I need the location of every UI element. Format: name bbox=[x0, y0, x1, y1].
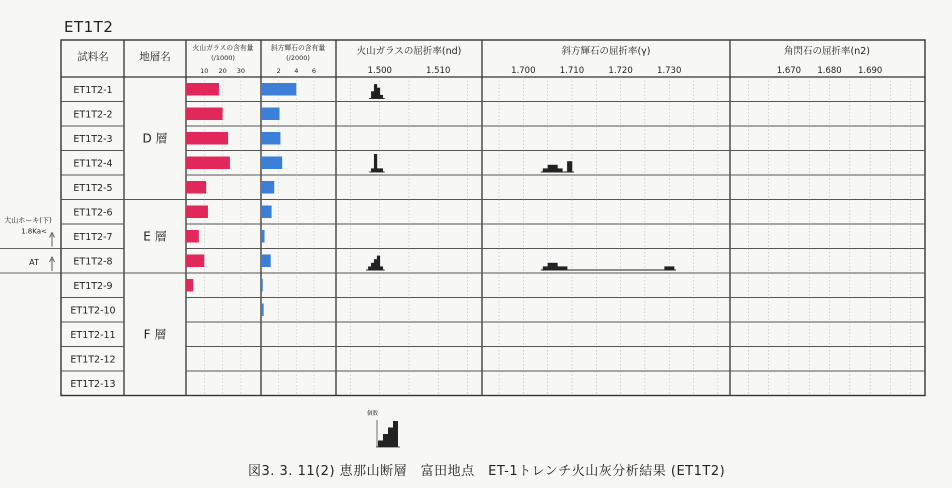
glass_ri-histogram-bar bbox=[371, 91, 374, 98]
opx_ri-histogram-bar bbox=[557, 168, 562, 172]
marker-label: 大山ホーキ(下) bbox=[4, 216, 52, 225]
glass_ri-histogram-bar bbox=[377, 256, 380, 270]
glass_ri-histogram-bar bbox=[374, 84, 377, 98]
header-glass-unit: (/1000) bbox=[211, 54, 235, 62]
opx_ri-histogram-bar bbox=[567, 161, 572, 172]
glass_content-bar bbox=[186, 279, 193, 292]
opx_ri-tick-label: 1.730 bbox=[657, 66, 682, 76]
glass_content-bar bbox=[186, 206, 208, 219]
glass_ri-tick-label: 1.510 bbox=[426, 66, 451, 76]
glass_content-bar bbox=[186, 108, 223, 121]
sample-name: ET1T2-13 bbox=[70, 378, 116, 390]
sample-name: ET1T2-4 bbox=[73, 158, 113, 170]
figure-caption: 図3. 3. 11(2) 恵那山断層 富田地点 ET-1トレンチ火山灰分析結果 (ET1T2) bbox=[248, 464, 726, 479]
opx_ri-histogram-bar bbox=[557, 266, 562, 270]
opx_ri-histogram-bar bbox=[543, 168, 548, 172]
hb_ri-tick-label: 1.670 bbox=[776, 66, 802, 76]
opx_content-tick-label: 2 bbox=[276, 67, 281, 75]
glass_content-bar bbox=[186, 255, 204, 268]
header-opx-unit: (/2000) bbox=[286, 54, 310, 62]
header-glass-ri: 火山ガラスの屈折率(nd) bbox=[356, 46, 462, 57]
opx_content-bar bbox=[261, 304, 264, 317]
hb_ri-tick-label: 1.690 bbox=[857, 66, 883, 76]
glass_ri-histogram-bar bbox=[374, 259, 377, 270]
glass_ri-histogram-bar bbox=[368, 266, 371, 270]
sample-name: ET1T2-1 bbox=[73, 84, 113, 96]
glass_content-bar bbox=[186, 181, 206, 194]
header-opx-content: 斜方輝石の含有量 bbox=[270, 44, 326, 52]
marker-label: AT bbox=[29, 258, 39, 267]
glass_ri-histogram-bar bbox=[371, 263, 374, 270]
opx_ri-histogram-bar bbox=[543, 266, 548, 270]
opx_content-bar bbox=[261, 132, 280, 145]
opx_content-bar bbox=[261, 83, 296, 96]
glass_ri-histogram-bar bbox=[377, 88, 380, 99]
figure-title: ET1T2 bbox=[64, 18, 114, 36]
sample-name: ET1T2-6 bbox=[73, 207, 113, 219]
glass_content-tick-label: 10 bbox=[200, 67, 209, 75]
glass_content-bar bbox=[186, 230, 199, 243]
opx_content-bar bbox=[261, 108, 280, 121]
legend-bar bbox=[393, 421, 398, 447]
sample-name: ET1T2-11 bbox=[70, 329, 116, 341]
opx_ri-histogram-bar bbox=[548, 165, 553, 172]
glass_ri-histogram-bar bbox=[371, 168, 374, 172]
header-glass-content: 火山ガラスの含有量 bbox=[192, 44, 254, 52]
opx_content-bar bbox=[261, 206, 272, 219]
glass_ri-histogram-bar bbox=[374, 154, 377, 172]
opx_ri-histogram-bar bbox=[553, 165, 558, 172]
opx_content-bar bbox=[261, 157, 282, 170]
legend-bar bbox=[383, 434, 388, 447]
legend-bar bbox=[388, 428, 393, 448]
header-opx-ri: 斜方輝石の屈折率(γ) bbox=[561, 46, 651, 57]
opx_ri-histogram-bar bbox=[548, 263, 553, 270]
legend-bar bbox=[378, 441, 383, 448]
glass_ri-histogram-bar bbox=[377, 168, 380, 172]
opx_content-tick-label: 4 bbox=[294, 67, 299, 75]
opx_content-bar bbox=[261, 181, 274, 194]
marker-sublabel: 1.8Ka< bbox=[21, 227, 47, 236]
opx_ri-tick-label: 1.700 bbox=[511, 66, 536, 76]
header-sample: 試料名 bbox=[77, 51, 109, 63]
opx_ri-histogram-bar bbox=[553, 263, 558, 270]
layer-name: E 層 bbox=[143, 229, 167, 244]
glass_content-tick-label: 30 bbox=[236, 67, 246, 75]
glass_ri-tick-label: 1.500 bbox=[367, 66, 392, 76]
sample-name: ET1T2-3 bbox=[73, 133, 113, 145]
sample-name: ET1T2-5 bbox=[73, 182, 113, 194]
sample-name: ET1T2-12 bbox=[70, 354, 116, 366]
sample-name: ET1T2-8 bbox=[73, 256, 113, 268]
sample-name: ET1T2-10 bbox=[70, 305, 116, 317]
sample-name: ET1T2-7 bbox=[73, 231, 113, 243]
glass_ri-histogram-bar bbox=[380, 95, 383, 99]
glass_content-bar bbox=[186, 132, 228, 145]
hb_ri-tick-label: 1.680 bbox=[817, 66, 842, 76]
opx_ri-tick-label: 1.710 bbox=[559, 66, 585, 76]
glass_content-tick-label: 20 bbox=[218, 67, 227, 75]
opx_ri-histogram-bar bbox=[669, 266, 674, 270]
glass_content-bar bbox=[186, 83, 219, 96]
opx_ri-histogram-bar bbox=[664, 266, 669, 270]
header-hb-ri: 角閃石の屈折率(n2) bbox=[784, 46, 870, 57]
layer-name: D 層 bbox=[142, 131, 168, 146]
legend-label: 個数 bbox=[367, 411, 379, 417]
sample-name: ET1T2-9 bbox=[73, 280, 113, 292]
layer-name: F 層 bbox=[143, 327, 167, 342]
opx_content-bar bbox=[261, 255, 271, 268]
header-layer: 地層名 bbox=[139, 51, 171, 63]
opx_content-bar bbox=[261, 279, 263, 292]
opx_ri-histogram-bar bbox=[562, 266, 567, 270]
opx_ri-tick-label: 1.720 bbox=[608, 66, 633, 76]
opx_content-bar bbox=[261, 230, 265, 243]
sample-name: ET1T2-2 bbox=[73, 109, 113, 121]
glass_ri-histogram-bar bbox=[380, 168, 383, 172]
glass_content-bar bbox=[186, 157, 230, 170]
opx_content-tick-label: 6 bbox=[311, 67, 317, 75]
glass_ri-histogram-bar bbox=[380, 266, 383, 270]
